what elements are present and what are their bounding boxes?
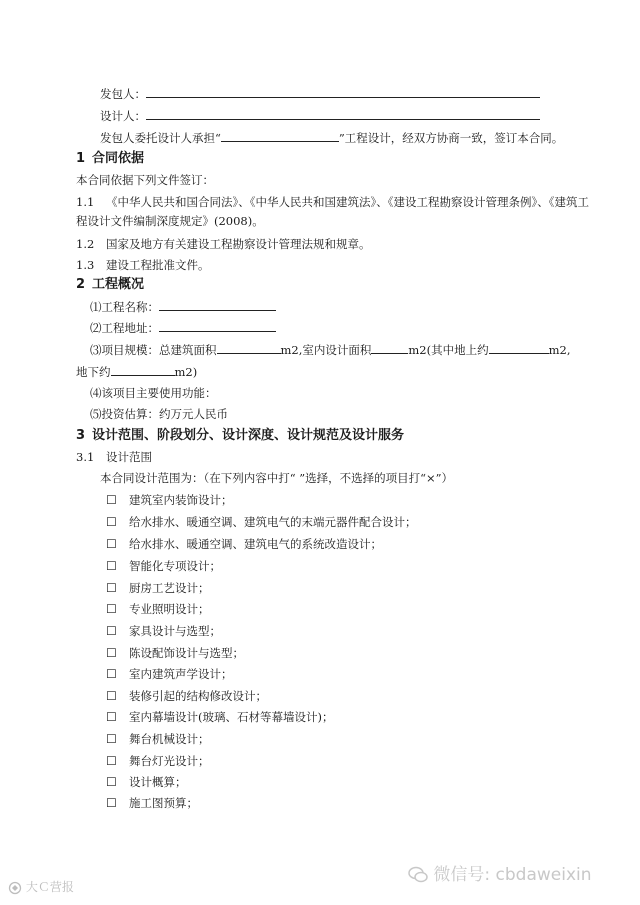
checkbox[interactable]: ☐ bbox=[106, 559, 117, 573]
clause-1-1-cont: 程设计文件编制深度规定》(2008)。 bbox=[76, 214, 264, 228]
brand-icon bbox=[8, 880, 26, 894]
below-ground-line bbox=[76, 364, 197, 380]
scope-option bbox=[106, 645, 244, 661]
section3-number: 3 bbox=[76, 428, 86, 443]
option-label: 建筑室内装饰设计； bbox=[129, 493, 233, 507]
employer-blank[interactable] bbox=[146, 86, 540, 98]
section1-intro: 本合同依据下列文件签订： bbox=[76, 173, 214, 187]
checkbox[interactable]: ☐ bbox=[106, 602, 117, 616]
scope-option bbox=[106, 536, 382, 552]
brand-name: 大Ｃ营报 bbox=[25, 880, 74, 894]
clause-text: 国家及地方有关建设工程勘察设计管理法规和规章。 bbox=[106, 237, 371, 251]
checkbox[interactable]: ☐ bbox=[106, 689, 117, 703]
below-ground-field[interactable] bbox=[111, 364, 175, 376]
option-label: 家具设计与选型； bbox=[129, 624, 221, 638]
checkbox[interactable]: ☐ bbox=[106, 646, 117, 660]
scope-option bbox=[106, 774, 187, 790]
scope-option bbox=[106, 514, 417, 530]
checkbox[interactable]: ☐ bbox=[106, 732, 117, 746]
area-unit: m2, bbox=[280, 343, 303, 357]
checkbox[interactable]: ☐ bbox=[106, 754, 117, 768]
total-area-field[interactable] bbox=[217, 342, 281, 354]
project-address-label: ⑵工程地址： bbox=[90, 321, 159, 335]
above-ground-label: 其中地上约 bbox=[431, 343, 489, 357]
section1-number: 1 bbox=[76, 151, 86, 166]
option-label: 施工图预算； bbox=[129, 796, 198, 810]
area-unit: m2( bbox=[408, 343, 432, 357]
checkbox[interactable]: ☐ bbox=[106, 624, 117, 638]
option-label: 设计概算； bbox=[129, 775, 187, 789]
option-label: 专业照明设计； bbox=[129, 602, 210, 616]
section1-title: 合同依据 bbox=[92, 151, 145, 166]
wechat-icon bbox=[408, 865, 433, 885]
wechat-watermark bbox=[408, 860, 592, 885]
section3-title: 设计范围、阶段划分、设计深度、设计规范及设计服务 bbox=[92, 428, 405, 443]
project-name-label: ⑴工程名称： bbox=[90, 300, 159, 314]
scope-option bbox=[106, 492, 233, 508]
employer-line bbox=[100, 86, 540, 102]
scope-option bbox=[106, 580, 210, 596]
project-scale-line bbox=[90, 342, 571, 358]
interior-area-field[interactable] bbox=[371, 342, 408, 354]
section1-heading bbox=[76, 150, 144, 168]
project-address-field[interactable] bbox=[159, 320, 276, 332]
above-ground-field[interactable] bbox=[489, 342, 549, 354]
below-ground-label: 地下约 bbox=[76, 365, 111, 379]
checkbox[interactable]: ☐ bbox=[106, 796, 117, 810]
entrust-pre: 发包人委托设计人承担“ bbox=[100, 131, 221, 145]
section2-number: 2 bbox=[76, 277, 86, 292]
designer-label: 设计人： bbox=[100, 109, 146, 123]
option-label: 装修引起的结构修改设计； bbox=[129, 689, 267, 703]
scale-label: ⑶项目规模：总建筑面积 bbox=[90, 343, 217, 357]
brand-watermark bbox=[8, 878, 74, 895]
scope-option bbox=[106, 666, 233, 682]
option-label: 陈设配饰设计与选型； bbox=[129, 646, 244, 660]
scope-option bbox=[106, 558, 221, 574]
option-label: 智能化专项设计； bbox=[129, 559, 221, 573]
wechat-id: 微信号: cbdaweixin bbox=[433, 865, 592, 885]
designer-line bbox=[100, 108, 540, 124]
clause-number: 1.3 bbox=[76, 258, 95, 272]
project-name-blank[interactable] bbox=[221, 130, 339, 142]
checkbox[interactable]: ☐ bbox=[106, 515, 117, 529]
clause-text: 《中华人民共和国合同法》、《中华人民共和国建筑法》、《建设工程勘察设计管理条例》、《建筑工 bbox=[106, 195, 589, 209]
option-label: 舞台灯光设计； bbox=[129, 754, 210, 768]
checkbox[interactable]: ☐ bbox=[106, 581, 117, 595]
interior-area-label: 室内设计面积 bbox=[302, 343, 372, 357]
option-label: 室内幕墙设计(玻璃、石材等幕墙设计)； bbox=[129, 710, 334, 724]
clause-number: 1.1 bbox=[76, 195, 95, 209]
clause-1-2 bbox=[76, 236, 371, 252]
checkbox[interactable]: ☐ bbox=[106, 493, 117, 507]
subsection-number: 3.1 bbox=[76, 450, 95, 464]
option-label: 给水排水、暖通空调、建筑电气的末端元器件配合设计； bbox=[129, 515, 417, 529]
subsection-3-1 bbox=[76, 449, 152, 465]
section2-heading bbox=[76, 276, 144, 294]
clause-text: 建设工程批准文件。 bbox=[106, 258, 210, 272]
scope-option bbox=[106, 753, 210, 769]
clause-number: 1.2 bbox=[76, 237, 95, 251]
scope-option bbox=[106, 731, 210, 747]
area-unit: m2, bbox=[548, 343, 571, 357]
subsection-title: 设计范围 bbox=[106, 450, 152, 464]
section2-title: 工程概况 bbox=[92, 277, 145, 292]
checkbox[interactable]: ☐ bbox=[106, 775, 117, 789]
option-label: 给水排水、暖通空调、建筑电气的系统改造设计； bbox=[129, 537, 382, 551]
area-unit: m2) bbox=[174, 365, 198, 379]
entrust-line bbox=[100, 130, 563, 146]
scope-option bbox=[106, 709, 333, 725]
employer-label: 发包人： bbox=[100, 87, 146, 101]
option-label: 舞台机械设计； bbox=[129, 732, 210, 746]
project-name-field[interactable] bbox=[159, 299, 276, 311]
scope-option bbox=[106, 688, 267, 704]
section3-heading bbox=[76, 427, 404, 445]
checkbox[interactable]: ☐ bbox=[106, 710, 117, 724]
checkbox[interactable]: ☐ bbox=[106, 537, 117, 551]
scope-option bbox=[106, 601, 210, 617]
checkbox[interactable]: ☐ bbox=[106, 667, 117, 681]
clause-1-3 bbox=[76, 257, 210, 273]
scope-instruction: 本合同设计范围为：（在下列内容中打“ ”选择，不选择的项目打“×”） bbox=[100, 471, 454, 485]
designer-blank[interactable] bbox=[146, 108, 540, 120]
option-label: 室内建筑声学设计； bbox=[129, 667, 233, 681]
entrust-post: ”工程设计，经双方协商一致，签订本合同。 bbox=[338, 131, 564, 145]
function-line: ⑷该项目主要使用功能： bbox=[90, 386, 217, 400]
project-name-line bbox=[90, 299, 276, 315]
investment-line: ⑸投资估算：约万元人民币 bbox=[90, 407, 228, 421]
option-label: 厨房工艺设计； bbox=[129, 581, 210, 595]
project-address-line bbox=[90, 320, 276, 336]
clause-1-1 bbox=[76, 194, 589, 210]
scope-option bbox=[106, 623, 221, 639]
scope-option bbox=[106, 795, 198, 811]
